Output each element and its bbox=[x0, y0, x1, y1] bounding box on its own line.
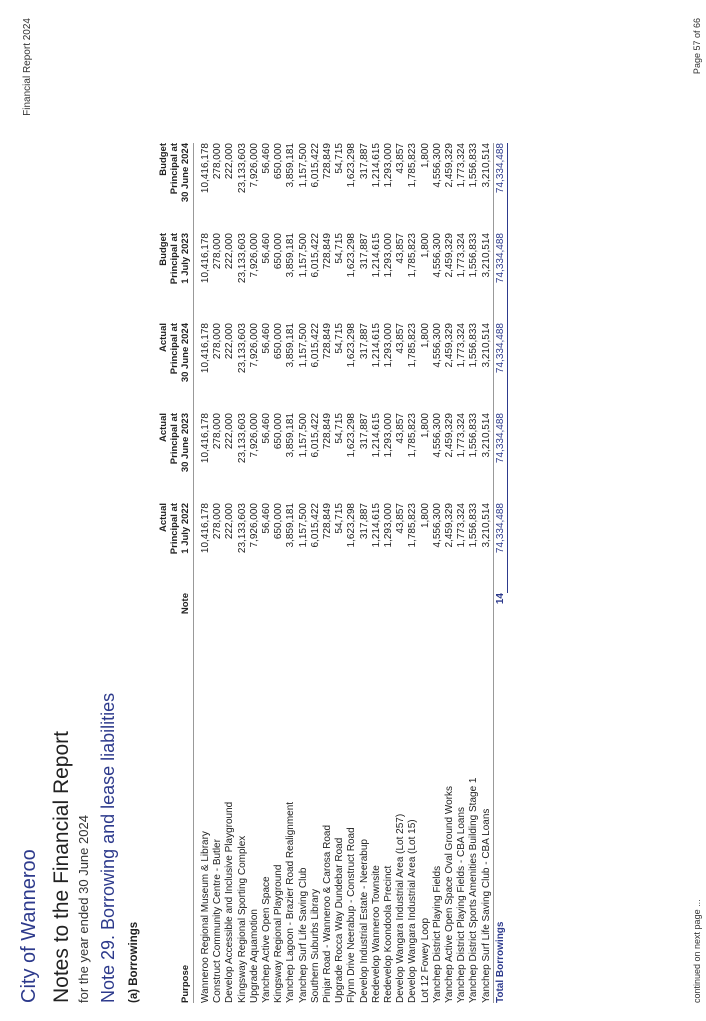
row-value: 1,773,324 bbox=[456, 143, 468, 188]
row-value: 1,785,823 bbox=[407, 503, 419, 548]
org-name: City of Wanneroo bbox=[18, 849, 40, 1003]
row-value: 650,000 bbox=[273, 413, 285, 450]
report-name: Financial Report 2024 bbox=[22, 18, 33, 116]
col-actual-30jun2023: Actual Principal at 30 June 2023 bbox=[158, 413, 191, 473]
row-value: 1,800 bbox=[419, 233, 431, 259]
row-value: 1,623,298 bbox=[346, 323, 358, 368]
row-purpose: Develop Accessible and Inclusive Playground bbox=[224, 801, 236, 1003]
row-note bbox=[322, 593, 334, 643]
row-value: 7,926,000 bbox=[248, 143, 260, 188]
col-actual-30jun2024: Actual Principal at 30 June 2024 bbox=[158, 323, 191, 383]
row-purpose: Kingsway Regional Sporting Complex bbox=[236, 835, 248, 1003]
table-row bbox=[395, 143, 407, 1003]
row-value: 1,214,615 bbox=[370, 503, 382, 548]
row-value: 278,000 bbox=[212, 323, 224, 360]
row-note bbox=[456, 593, 468, 643]
row-value: 1,773,324 bbox=[456, 503, 468, 548]
row-value: 1,800 bbox=[419, 503, 431, 529]
row-note bbox=[395, 593, 407, 643]
row-note bbox=[371, 593, 383, 643]
row-purpose: Lot 12 Fowey Loop bbox=[419, 917, 431, 1003]
row-value: 317,887 bbox=[358, 413, 370, 450]
row-value: 3,859,181 bbox=[285, 503, 297, 548]
row-purpose: Pinjar Road - Wanneroo & Carosa Road bbox=[322, 824, 334, 1003]
row-value: 2,459,329 bbox=[444, 503, 456, 548]
row-value: 23,133,603 bbox=[236, 233, 248, 284]
row-value: 650,000 bbox=[273, 233, 285, 270]
row-value: 54,715 bbox=[334, 233, 346, 264]
col-budget-1jul2023: Budget Principal at 1 July 2023 bbox=[158, 233, 191, 285]
row-value: 222,000 bbox=[224, 503, 236, 540]
table-row bbox=[371, 143, 383, 1003]
row-value: 23,133,603 bbox=[236, 143, 248, 194]
row-value: 10,416,178 bbox=[200, 503, 211, 554]
row-value: 1,773,324 bbox=[456, 413, 468, 458]
table-row bbox=[383, 143, 395, 1003]
row-value: 1,293,000 bbox=[383, 233, 395, 278]
row-note bbox=[383, 593, 395, 643]
row-value: 3,859,181 bbox=[285, 143, 297, 188]
table-row bbox=[407, 143, 419, 1003]
row-value: 1,157,500 bbox=[297, 413, 309, 458]
row-note bbox=[310, 593, 322, 643]
row-value: 10,416,178 bbox=[200, 143, 211, 194]
row-value: 1,214,615 bbox=[370, 233, 382, 278]
table-row bbox=[285, 143, 297, 1003]
row-value: 4,556,300 bbox=[431, 413, 443, 458]
table-row bbox=[261, 143, 273, 1003]
row-value: 1,157,500 bbox=[297, 143, 309, 188]
row-value: 1,157,500 bbox=[297, 233, 309, 278]
row-purpose: Flynn Drive Neerabup - Construct Road bbox=[346, 827, 358, 1003]
row-value: 10,416,178 bbox=[200, 413, 211, 464]
row-value: 6,015,422 bbox=[309, 143, 321, 188]
row-value: 728,849 bbox=[322, 503, 334, 540]
row-value: 1,773,324 bbox=[456, 233, 468, 278]
row-value: 4,556,300 bbox=[431, 323, 443, 368]
col-note: Note bbox=[180, 593, 191, 615]
row-purpose: Develop Wangara Industrial Area (Lot 15) bbox=[407, 819, 419, 1003]
row-value: 7,926,000 bbox=[248, 233, 260, 278]
row-value: 43,857 bbox=[395, 503, 407, 534]
row-value: 3,210,514 bbox=[480, 323, 492, 368]
table-row bbox=[346, 143, 358, 1003]
row-value: 317,887 bbox=[358, 233, 370, 270]
row-value: 1,556,833 bbox=[468, 143, 480, 188]
table-row bbox=[481, 143, 494, 1003]
row-value: 1,293,000 bbox=[383, 323, 395, 368]
row-value: 43,857 bbox=[395, 233, 407, 264]
row-value: 1,293,000 bbox=[383, 413, 395, 458]
table-row bbox=[420, 143, 432, 1003]
row-note bbox=[444, 593, 456, 643]
row-value: 3,859,181 bbox=[285, 413, 297, 458]
row-value: 650,000 bbox=[273, 323, 285, 360]
row-value: 1,623,298 bbox=[346, 413, 358, 458]
row-value: 56,460 bbox=[261, 143, 273, 174]
row-purpose: Yanchep District Playing Fields bbox=[431, 865, 443, 1003]
table-row bbox=[444, 143, 456, 1003]
row-value: 1,214,615 bbox=[370, 143, 382, 188]
table-row bbox=[310, 143, 322, 1003]
row-value: 56,460 bbox=[261, 323, 273, 354]
row-value: 23,133,603 bbox=[236, 413, 248, 464]
row-purpose: Yanchep District Playing Fields - CBA Loans bbox=[456, 806, 468, 1003]
section-title: (a) Borrowings bbox=[128, 921, 140, 1003]
row-purpose: Yanchep Surf Life Saving Club - CBA Loans bbox=[480, 808, 492, 1003]
page-title: Notes to the Financial Report bbox=[50, 731, 73, 1003]
row-value: 728,849 bbox=[322, 233, 334, 270]
table-row bbox=[212, 143, 224, 1003]
row-value: 222,000 bbox=[224, 143, 236, 180]
table-row bbox=[456, 143, 468, 1003]
row-purpose: Yanchep Active Open Space bbox=[261, 876, 273, 1003]
row-purpose: Wanneroo Regional Museum & Library bbox=[200, 831, 211, 1003]
row-value: 650,000 bbox=[273, 503, 285, 540]
row-value: 1,800 bbox=[419, 143, 431, 169]
row-value: 54,715 bbox=[334, 143, 346, 174]
table-row bbox=[432, 143, 444, 1003]
row-note bbox=[249, 593, 261, 643]
row-value: 54,715 bbox=[334, 323, 346, 354]
row-purpose: Yanchep Surf Life Saving Club bbox=[297, 867, 309, 1003]
row-value: 56,460 bbox=[261, 233, 273, 264]
row-purpose: Southern Suburbs Library bbox=[309, 889, 321, 1003]
row-value: 1,556,833 bbox=[468, 503, 480, 548]
row-value: 1,785,823 bbox=[407, 413, 419, 458]
row-value: 1,556,833 bbox=[468, 413, 480, 458]
row-value: 3,859,181 bbox=[285, 233, 297, 278]
row-note bbox=[334, 593, 346, 643]
row-note bbox=[212, 593, 224, 643]
row-value: 1,623,298 bbox=[346, 233, 358, 278]
row-purpose: Kingsway Regional Playground bbox=[273, 864, 285, 1003]
total-value: 74,334,488 bbox=[493, 233, 507, 323]
row-value: 1,800 bbox=[419, 323, 431, 349]
row-value: 1,623,298 bbox=[346, 143, 358, 188]
table-row bbox=[249, 143, 261, 1003]
row-value: 317,887 bbox=[358, 323, 370, 360]
row-value: 6,015,422 bbox=[309, 323, 321, 368]
col-budget-30jun2024: Budget Principal at 30 June 2024 bbox=[158, 143, 191, 203]
total-note: 14 bbox=[493, 593, 507, 643]
row-value: 222,000 bbox=[224, 323, 236, 360]
table-row bbox=[468, 143, 480, 1003]
row-value: 43,857 bbox=[395, 323, 407, 354]
row-note bbox=[407, 593, 419, 643]
table-row bbox=[359, 143, 371, 1003]
row-note bbox=[273, 593, 285, 643]
row-value: 7,926,000 bbox=[248, 413, 260, 458]
row-value: 1,293,000 bbox=[383, 503, 395, 548]
row-value: 2,459,329 bbox=[444, 323, 456, 368]
row-purpose: Upgrade Aquamotion bbox=[248, 909, 260, 1003]
row-value: 3,210,514 bbox=[480, 143, 492, 188]
row-note bbox=[432, 593, 444, 643]
row-note bbox=[237, 593, 249, 643]
row-value: 1,556,833 bbox=[468, 233, 480, 278]
row-value: 4,556,300 bbox=[431, 143, 443, 188]
row-note bbox=[224, 593, 236, 643]
row-value: 3,210,514 bbox=[480, 413, 492, 458]
col-actual-1jul2022: Actual Principal at 1 July 2022 bbox=[158, 503, 191, 555]
continued-note: continued on next page ... bbox=[692, 899, 702, 1003]
row-value: 6,015,422 bbox=[309, 503, 321, 548]
row-value: 10,416,178 bbox=[200, 323, 211, 374]
row-value: 278,000 bbox=[212, 143, 224, 180]
row-value: 7,926,000 bbox=[248, 503, 260, 548]
table-row bbox=[224, 143, 236, 1003]
row-purpose: Yanchep District Sports Amenities Building Stage 1 bbox=[468, 777, 480, 1003]
note-title: Note 29. Borrowing and lease liabilities bbox=[98, 692, 118, 1003]
table-header-row bbox=[158, 143, 194, 1003]
row-note bbox=[481, 593, 494, 643]
total-row bbox=[493, 143, 507, 1003]
total-value: 74,334,488 bbox=[493, 503, 507, 593]
row-value: 1,773,324 bbox=[456, 323, 468, 368]
table-row bbox=[194, 143, 213, 1003]
row-value: 3,210,514 bbox=[480, 233, 492, 278]
row-value: 10,416,178 bbox=[200, 233, 211, 284]
row-note bbox=[468, 593, 480, 643]
total-value: 74,334,488 bbox=[493, 413, 507, 503]
col-purpose: Purpose bbox=[180, 964, 191, 1003]
row-value: 728,849 bbox=[322, 323, 334, 360]
row-note bbox=[194, 593, 213, 643]
row-value: 23,133,603 bbox=[236, 323, 248, 374]
row-value: 278,000 bbox=[212, 413, 224, 450]
row-value: 7,926,000 bbox=[248, 323, 260, 368]
row-value: 278,000 bbox=[212, 503, 224, 540]
row-note bbox=[359, 593, 371, 643]
row-value: 1,157,500 bbox=[297, 503, 309, 548]
row-value: 1,785,823 bbox=[407, 233, 419, 278]
row-value: 43,857 bbox=[395, 143, 407, 174]
row-note bbox=[346, 593, 358, 643]
row-purpose: Yanchep Lagoon - Brazier Road Realignment bbox=[285, 801, 297, 1003]
row-purpose: Redevelop Wanneroo Townsite bbox=[370, 865, 382, 1003]
row-value: 2,459,329 bbox=[444, 143, 456, 188]
table-row bbox=[273, 143, 285, 1003]
row-value: 650,000 bbox=[273, 143, 285, 180]
row-purpose: Upgrade Rocca Way Dundebar Road bbox=[334, 837, 346, 1003]
row-purpose: Develop Wangara Industrial Area (Lot 257) bbox=[395, 813, 407, 1003]
total-value: 74,334,488 bbox=[493, 323, 507, 413]
row-note bbox=[285, 593, 297, 643]
row-value: 54,715 bbox=[334, 503, 346, 534]
row-value: 1,800 bbox=[419, 413, 431, 439]
row-value: 56,460 bbox=[261, 503, 273, 534]
row-value: 23,133,603 bbox=[236, 503, 248, 554]
row-note bbox=[261, 593, 273, 643]
row-value: 6,015,422 bbox=[309, 413, 321, 458]
row-value: 1,623,298 bbox=[346, 503, 358, 548]
total-label: Total Borrowings bbox=[493, 643, 507, 1003]
row-purpose: Develop Industrial Estate - Neerabup bbox=[358, 839, 370, 1003]
row-value: 3,859,181 bbox=[285, 323, 297, 368]
table-row bbox=[334, 143, 346, 1003]
page-subtitle: for the year ended 30 June 2024 bbox=[76, 815, 91, 1003]
table-row bbox=[298, 143, 310, 1003]
row-value: 4,556,300 bbox=[431, 503, 443, 548]
row-purpose: Construct Community Centre - Butler bbox=[212, 839, 224, 1003]
row-value: 4,556,300 bbox=[431, 233, 443, 278]
row-value: 1,293,000 bbox=[383, 143, 395, 188]
row-value: 2,459,329 bbox=[444, 233, 456, 278]
row-value: 2,459,329 bbox=[444, 413, 456, 458]
row-value: 56,460 bbox=[261, 413, 273, 444]
row-value: 6,015,422 bbox=[309, 233, 321, 278]
page-number: Page 57 of 66 bbox=[692, 18, 702, 75]
row-value: 54,715 bbox=[334, 413, 346, 444]
row-value: 222,000 bbox=[224, 413, 236, 450]
row-purpose: Redevelop Koondoola Precinct bbox=[383, 865, 395, 1003]
row-value: 1,785,823 bbox=[407, 143, 419, 188]
row-value: 1,214,615 bbox=[370, 413, 382, 458]
table-row bbox=[322, 143, 334, 1003]
row-value: 1,785,823 bbox=[407, 323, 419, 368]
table-row bbox=[237, 143, 249, 1003]
row-note bbox=[298, 593, 310, 643]
row-value: 43,857 bbox=[395, 413, 407, 444]
row-value: 3,210,514 bbox=[480, 503, 492, 548]
row-value: 278,000 bbox=[212, 233, 224, 270]
row-value: 728,849 bbox=[322, 143, 334, 180]
row-value: 222,000 bbox=[224, 233, 236, 270]
row-value: 1,157,500 bbox=[297, 323, 309, 368]
row-value: 728,849 bbox=[322, 413, 334, 450]
row-value: 317,887 bbox=[358, 143, 370, 180]
row-value: 1,214,615 bbox=[370, 323, 382, 368]
borrowings-table bbox=[158, 143, 508, 1003]
row-note bbox=[420, 593, 432, 643]
row-value: 1,556,833 bbox=[468, 323, 480, 368]
row-value: 317,887 bbox=[358, 503, 370, 540]
total-value: 74,334,488 bbox=[493, 143, 507, 233]
row-purpose: Yanchep Active Open Space Oval Ground Works bbox=[444, 786, 456, 1003]
